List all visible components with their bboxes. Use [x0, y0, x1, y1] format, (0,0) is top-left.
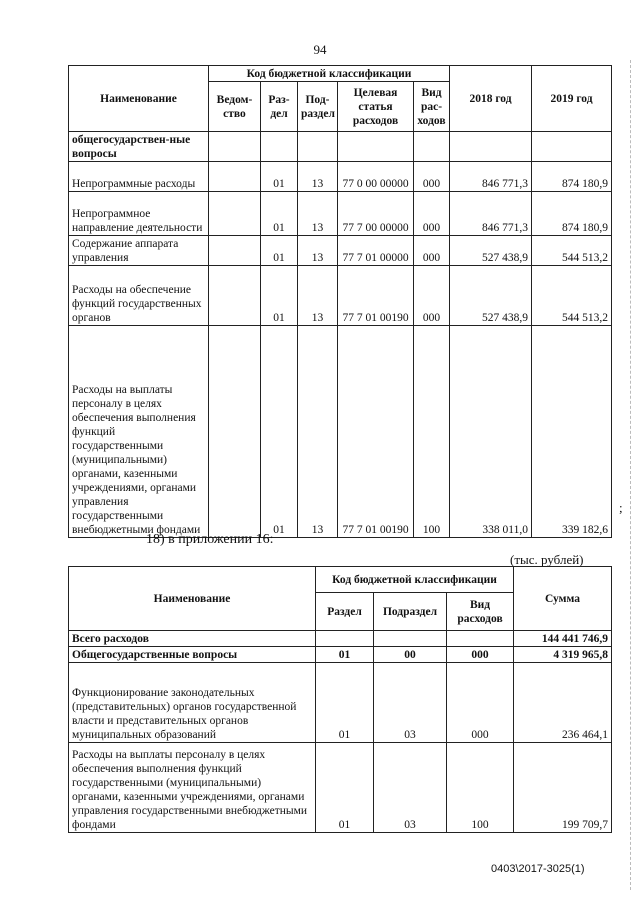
cell-name: Расходы на выплаты персоналу в целях обеспечения выполнения функций государственными (муниципальными) органами, казенными учреждениями, органами управления государственными внебюджетными фондами — [69, 326, 209, 538]
cell-csr — [338, 132, 414, 162]
cell-sum: 199 709,7 — [514, 743, 612, 833]
cell-vr: 000 — [414, 162, 450, 192]
cell-podrazdel: 13 — [298, 266, 338, 326]
cell-vedomstvo — [209, 132, 261, 162]
cell-2018: 338 011,0 — [450, 326, 532, 538]
t2-header-name: Наименование — [69, 567, 316, 631]
header-vedomstvo: Ведом-ство — [209, 82, 261, 132]
cell-razdel: 01 — [261, 192, 298, 236]
cell-csr: 77 0 00 00000 — [338, 162, 414, 192]
cell-vr — [414, 132, 450, 162]
cell-2019: 544 513,2 — [532, 236, 612, 266]
cell-2018 — [450, 132, 532, 162]
cell-2018: 846 771,3 — [450, 162, 532, 192]
table-row — [69, 663, 612, 743]
cell-vr: 000 — [447, 663, 514, 743]
cell-podrazdel: 13 — [298, 326, 338, 538]
cell-vedomstvo — [209, 266, 261, 326]
cell-razdel: 01 — [316, 647, 374, 663]
cell-podrazdel: 03 — [374, 743, 447, 833]
cell-razdel: 01 — [261, 162, 298, 192]
cell-vedomstvo — [209, 236, 261, 266]
cell-csr: 77 7 01 00190 — [338, 266, 414, 326]
cell-vedomstvo — [209, 192, 261, 236]
cell-razdel — [316, 631, 374, 647]
cell-vr — [447, 631, 514, 647]
cell-podrazdel: 13 — [298, 236, 338, 266]
page-number: 94 — [313, 42, 327, 57]
table-row — [69, 647, 612, 663]
cell-name: общегосударствен-ные вопросы — [69, 132, 209, 162]
cell-sum: 144 441 746,9 — [514, 631, 612, 647]
cell-podrazdel — [374, 631, 447, 647]
cell-name: Расходы на обеспечение функций государственных органов — [69, 266, 209, 326]
units-label: (тыс. рублей) — [510, 552, 584, 567]
cell-name: Расходы на выплаты персоналу в целях обеспечения выполнения функций государственными (муниципальными) органами, казенными учреждениями, органами управления государственными внебюджетными фондами — [69, 743, 316, 833]
t2-header-code-group: Код бюджетной классификации — [316, 567, 514, 593]
table-row — [69, 162, 612, 192]
cell-2019: 339 182,6 — [532, 326, 612, 538]
cell-2018: 527 438,9 — [450, 266, 532, 326]
cell-2018: 527 438,9 — [450, 236, 532, 266]
cell-vr: 000 — [447, 647, 514, 663]
cell-2019 — [532, 132, 612, 162]
budget-table-1 — [68, 65, 612, 538]
footer-code: 0403\2017-3025(1) — [491, 863, 585, 875]
t2-header-vr: Вид расходов — [447, 593, 514, 631]
cell-name: Содержание аппарата управления — [69, 236, 209, 266]
cell-2019: 874 180,9 — [532, 162, 612, 192]
cell-razdel: 01 — [316, 663, 374, 743]
cell-razdel: 01 — [261, 236, 298, 266]
cell-vr: 100 — [414, 326, 450, 538]
cell-razdel — [261, 132, 298, 162]
table-row — [69, 326, 612, 538]
cell-podrazdel: 13 — [298, 192, 338, 236]
cell-name: Всего расходов — [69, 631, 316, 647]
cell-sum: 4 319 965,8 — [514, 647, 612, 663]
header-podrazdel: Под-раздел — [298, 82, 338, 132]
cell-csr: 77 7 01 00190 — [338, 326, 414, 538]
t2-header-razdel: Раздел — [316, 593, 374, 631]
table-row — [69, 236, 612, 266]
cell-sum: 236 464,1 — [514, 663, 612, 743]
cell-name: Непрограммное направление деятельности — [69, 192, 209, 236]
cell-name: Общегосударственные вопросы — [69, 647, 316, 663]
table-row — [69, 743, 612, 833]
cell-vedomstvo — [209, 162, 261, 192]
cell-2019: 874 180,9 — [532, 192, 612, 236]
cell-vr: 100 — [447, 743, 514, 833]
trailing-semicolon: ; — [619, 500, 623, 515]
cell-name: Непрограммные расходы — [69, 162, 209, 192]
budget-table-2 — [68, 566, 612, 833]
cell-vedomstvo — [209, 326, 261, 538]
table-row — [69, 631, 612, 647]
cell-podrazdel: 03 — [374, 663, 447, 743]
paragraph-heading: 18) в приложении 16: — [146, 532, 274, 547]
page-edge-line — [630, 60, 631, 890]
cell-2019: 544 513,2 — [532, 266, 612, 326]
header-razdel: Раз-дел — [261, 82, 298, 132]
t2-header-sum: Сумма — [514, 567, 612, 631]
t2-header-podrazdel: Подраздел — [374, 593, 447, 631]
header-vr: Вид рас-ходов — [414, 82, 450, 132]
header-code-group: Код бюджетной классификации — [209, 66, 450, 82]
table-row — [69, 192, 612, 236]
cell-podrazdel — [298, 132, 338, 162]
header-2018: 2018 год — [450, 66, 532, 132]
cell-csr: 77 7 00 00000 — [338, 192, 414, 236]
header-csr: Целевая статья расходов — [338, 82, 414, 132]
cell-podrazdel: 13 — [298, 162, 338, 192]
cell-vr: 000 — [414, 266, 450, 326]
cell-podrazdel: 00 — [374, 647, 447, 663]
table-row — [69, 132, 612, 162]
cell-razdel: 01 — [261, 266, 298, 326]
header-2019: 2019 год — [532, 66, 612, 132]
table-row — [69, 266, 612, 326]
cell-2018: 846 771,3 — [450, 192, 532, 236]
header-name: Наименование — [69, 66, 209, 132]
cell-razdel: 01 — [261, 326, 298, 538]
cell-razdel: 01 — [316, 743, 374, 833]
cell-name: Функционирование законодательных (представительных) органов государственной власти и представительных органов муниципальных образований — [69, 663, 316, 743]
cell-vr: 000 — [414, 236, 450, 266]
cell-csr: 77 7 01 00000 — [338, 236, 414, 266]
cell-vr: 000 — [414, 192, 450, 236]
